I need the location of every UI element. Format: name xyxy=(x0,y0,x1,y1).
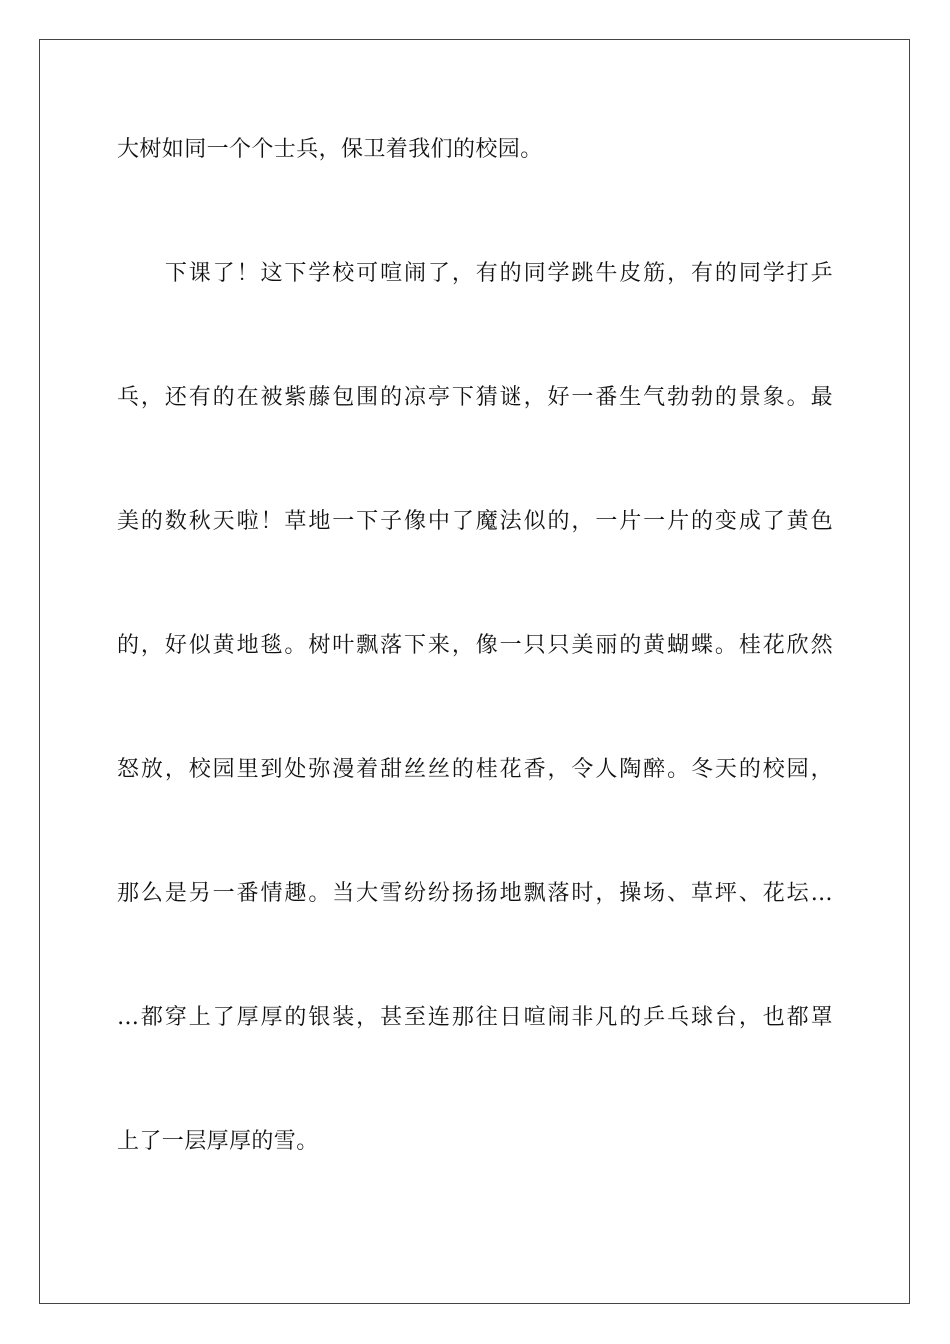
text-line-1: 大树如同一个个士兵，保卫着我们的校园。 xyxy=(117,137,543,162)
text-line-7: 那么是另一番情趣。当大雪纷纷扬扬地飘落时，操场、草坪、花坛… xyxy=(117,881,833,906)
page-frame xyxy=(39,39,910,1304)
text-line-4: 美的数秋天啦！草地一下子像中了魔法似的，一片一片的变成了黄色 xyxy=(117,509,833,534)
text-line-2: 下课了！这下学校可喧闹了，有的同学跳牛皮筋，有的同学打乒 xyxy=(117,261,833,286)
text-line-6: 怒放，校园里到处弥漫着甜丝丝的桂花香，令人陶醉。冬天的校园， xyxy=(117,757,833,782)
text-line-8: …都穿上了厚厚的银装，甚至连那往日喧闹非凡的乒乓球台，也都罩 xyxy=(117,1005,833,1030)
text-line-9: 上了一层厚厚的雪。 xyxy=(117,1129,319,1154)
text-line-3: 乓，还有的在被紫藤包围的凉亭下猜谜，好一番生气勃勃的景象。最 xyxy=(117,385,833,410)
text-line-5: 的，好似黄地毯。树叶飘落下来，像一只只美丽的黄蝴蝶。桂花欣然 xyxy=(117,633,833,658)
